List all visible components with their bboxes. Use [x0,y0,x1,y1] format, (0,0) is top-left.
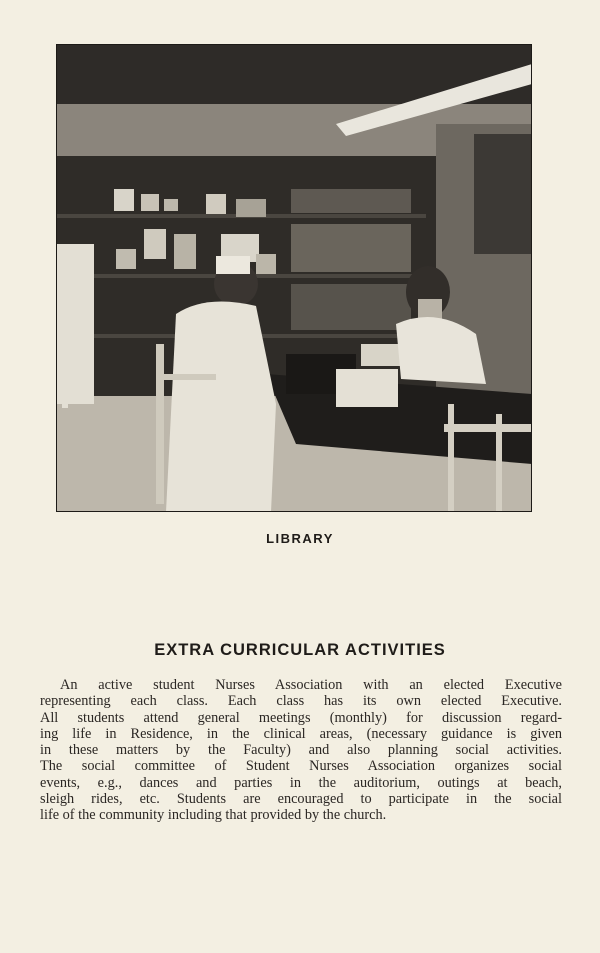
paragraph-line: life of the community including that provided by the church. [40,807,387,824]
photo-caption: LIBRARY [266,531,334,546]
paragraph-line: representing each class. Each class has its own elected Executive. [40,693,562,710]
body-paragraph [40,677,562,824]
paragraph-line: sleigh rides, etc. Students are encouraged to participate in the social [40,791,562,808]
paragraph-line: The social committee of Student Nurses Association organizes social [40,758,562,775]
paragraph-line: events, e.g., dances and parties in the auditorium, outings at beach, [40,774,562,791]
paragraph-line: All students attend general meetings (monthly) for discussion regard- [40,709,562,726]
library-photo-illustration [56,44,532,512]
paragraph-line: in these matters by the Faculty) and also planning social activities. [40,742,562,759]
paragraph-line: An active student Nurses Association with an elected Executive [60,677,562,693]
section-heading: EXTRA CURRICULAR ACTIVITIES [154,641,446,659]
library-photo [56,44,532,512]
paragraph-line: ing life in Residence, in the clinical areas, (necessary guidance is given [40,725,562,742]
